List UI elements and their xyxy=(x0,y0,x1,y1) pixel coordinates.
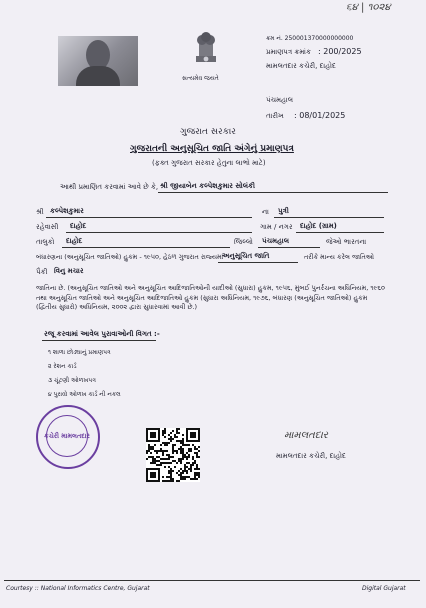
line4-mid: જિલ્લો xyxy=(234,238,253,246)
line3-prefix: રહેવાસી xyxy=(36,223,59,231)
document-item: ૧ શાળા છોડ્યાનું પ્રમાણપત્ર xyxy=(48,349,111,356)
line3-mid: ગામ / નગર xyxy=(260,223,293,231)
issuing-office: મામલતદાર કચેરી, દાહોદ xyxy=(266,62,336,70)
legal-paragraph: જાતિના છે. (અનુસૂચિત જાતિઓ અને અનુસૂચિત આદિજાતિઓની યાદીઓ (સુધારા) હુકમ, ૧૯૫૬, મુંબઈ પુનર્રચના અધિનિયમ, ૧૯૬૦ તથા અનુસૂચિત જાતિઓ અને અનુસૂચિત આદિજાતિઓ હુકમ (સુધારા અધિનિયમ, ૧૯૭૬, બંધારણ (અનુસૂચિત જાતિઓ) હુકમ (દ્વિતીય સુધારો) અધિનિયમ, ૨૦૦૨ દ્વારા સુધારવામાં આવી છે.) xyxy=(36,284,385,311)
footer-rule xyxy=(4,580,420,581)
applicant-photo xyxy=(58,36,138,86)
handwritten-reference: ૬૪ | ૧૦૨૪ xyxy=(346,2,391,13)
line5-end: તરીકે માન્ય કરેલ જાતિઓ xyxy=(304,253,375,261)
line6-prefix: પૈકી xyxy=(36,268,48,276)
signatory-title: મામલતદાર કચેરી, દાહોદ xyxy=(276,452,346,460)
serial-number: ક્રમ નં. 250001370000000000 xyxy=(266,35,354,42)
documents-heading-underline xyxy=(42,340,156,341)
certificate-title: ગુજરાતની અનુસૂચિત જાતિ અંગેનું પ્રમાણપત્ર xyxy=(130,144,294,154)
date-label: તારીખ xyxy=(266,112,284,120)
line2-prefix: શ્રી xyxy=(36,208,44,216)
certificate-number-label: પ્રમાણપત્ર ક્રમાંક xyxy=(266,48,311,56)
issue-date: : 08/01/2025 xyxy=(294,111,346,120)
father-underline xyxy=(46,217,252,218)
document-item: ૩ ચૂંટણી ઓળખપત્ર xyxy=(48,377,96,384)
relation: પુત્રી xyxy=(278,207,289,215)
national-emblem-icon xyxy=(186,28,226,74)
name-underline xyxy=(158,192,388,193)
verification-qr-code xyxy=(146,428,200,482)
village: દાહોદ xyxy=(70,222,87,230)
town-underline xyxy=(296,232,384,233)
seal-text: કચેરી મામલતદાર xyxy=(44,432,90,440)
applicant-name: શ્રી જીયાબેન કલ્પેશકુમાર સોલંકી xyxy=(160,182,255,190)
line4-end: જેઓ ભારતના xyxy=(326,238,367,246)
father-name: કલ્પેશકુમાર xyxy=(50,207,84,215)
category-underline xyxy=(218,262,298,263)
line1-prefix: આથી પ્રમાણિત કરવામાં આવે છે કે, xyxy=(60,183,159,191)
district-underline xyxy=(258,247,320,248)
town: દાહોદ (ગ્રામ) xyxy=(300,222,337,230)
relation-underline xyxy=(274,217,384,218)
line2-mid: ના xyxy=(262,208,269,216)
office-seal xyxy=(36,405,100,469)
line5-text: બંધારણના (અનુસૂચિત જાતિઓ) હુકમ - ૧૯૫૦, હેઠળ ગુજરાત રાજ્યમાં xyxy=(36,253,224,261)
caste-category: અનુસૂચિત જાતિ xyxy=(222,252,270,260)
village-underline xyxy=(66,232,252,233)
taluka-underline xyxy=(62,247,230,248)
panchayat-label: પંચમહાલ xyxy=(266,96,294,104)
certificate-subtitle: (ફક્ત ગુજરાત સરકાર હેતુના લાભો માટે) xyxy=(152,159,266,167)
line4-prefix: તાલુકો xyxy=(36,238,55,246)
footer-courtesy: Courtesy :: National Informatics Centre, Gujarat xyxy=(6,585,150,592)
document-item: ૨ રેશન કાર્ડ xyxy=(48,363,77,370)
government-title: ગુજરાત સરકાર xyxy=(180,127,236,137)
footer-brand: Digital Gujarat xyxy=(362,585,406,592)
caste: વિનુ મચાર xyxy=(54,267,84,275)
document-item: ૪ પુરાવો ઓળખ કાર્ડ ની નકલ xyxy=(48,391,121,398)
emblem-caption: સત્યમેવ જયતે xyxy=(182,75,219,82)
certificate-number: : 200/2025 xyxy=(318,47,362,56)
documents-heading: રજૂ કરવામાં આવેલ પુરાવાઓની વિગત :- xyxy=(44,330,160,338)
taluka: દાહોદ xyxy=(66,237,83,245)
district: પંચમહાલ xyxy=(262,237,290,245)
officer-signature: મામલતદાર xyxy=(284,430,328,441)
